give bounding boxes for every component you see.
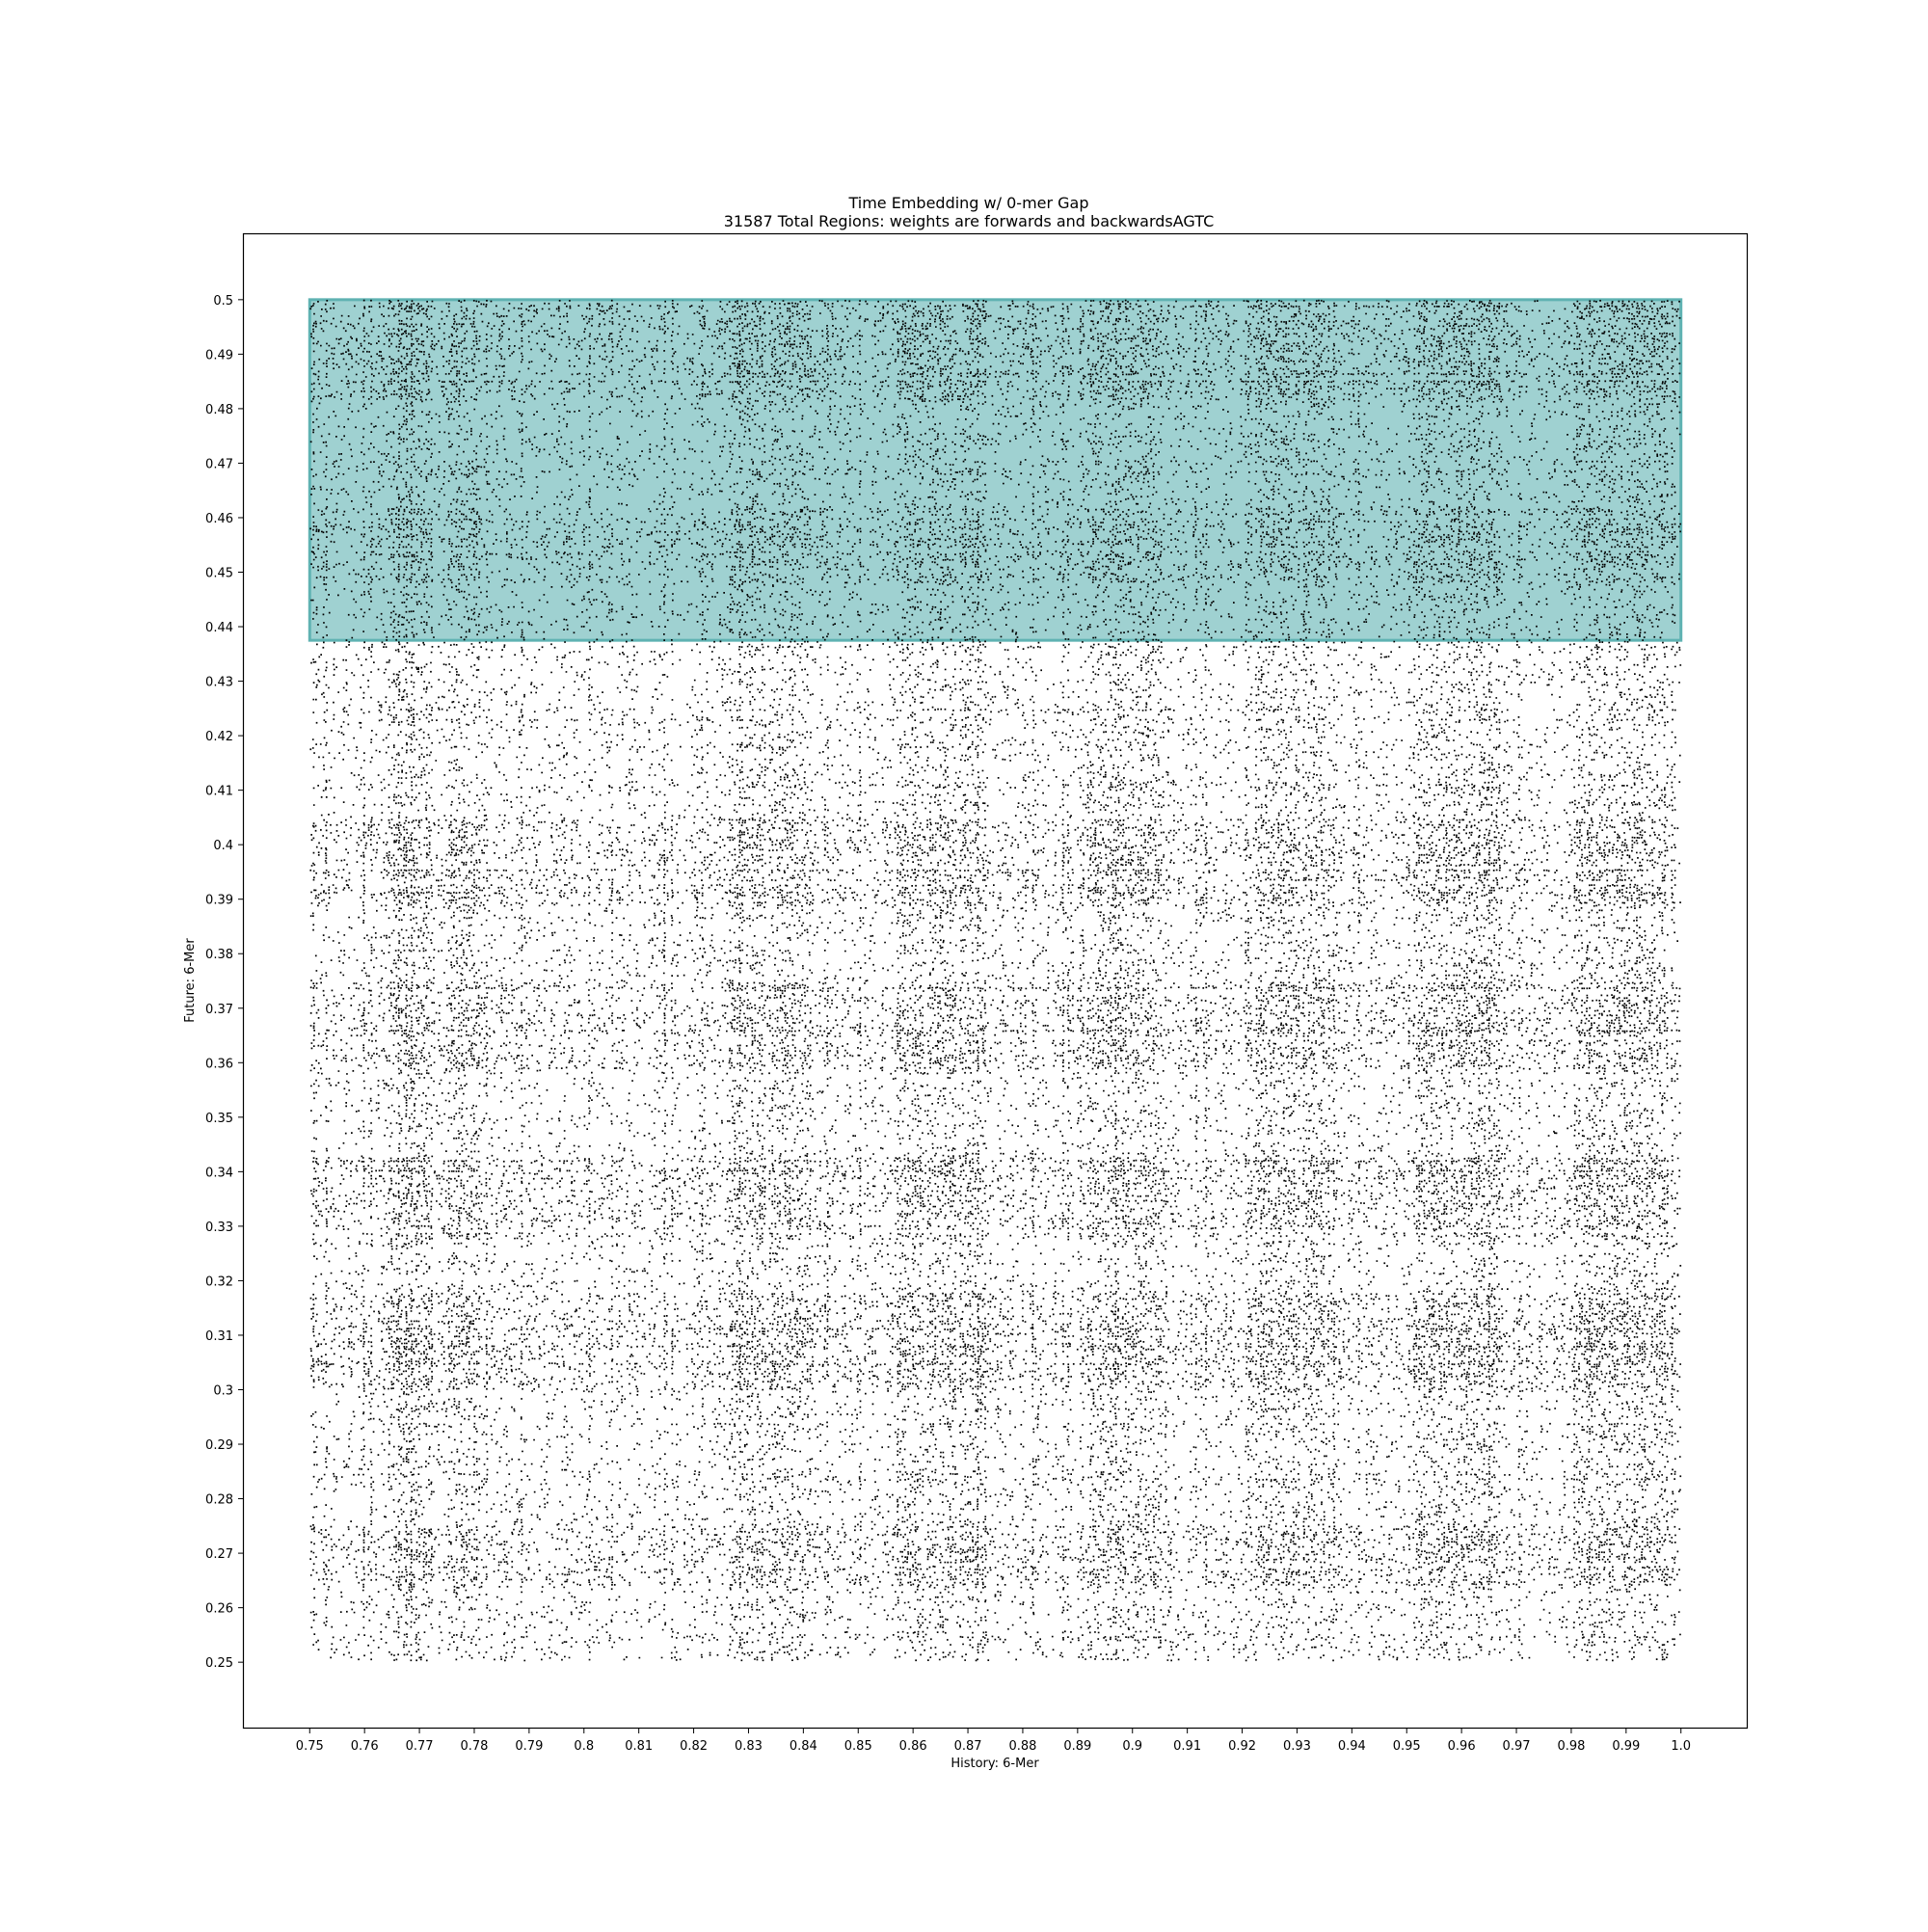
x-tick-label: 0.85	[844, 1739, 872, 1754]
y-tick-label: 0.3	[213, 1383, 233, 1399]
x-tick-label: 0.76	[350, 1739, 379, 1754]
y-tick-label: 0.36	[205, 1057, 233, 1072]
y-tick-label: 0.28	[205, 1492, 233, 1508]
x-tick-label: 0.99	[1612, 1739, 1641, 1754]
x-tick-label: 0.9	[1122, 1739, 1143, 1754]
y-tick-label: 0.38	[205, 948, 233, 963]
y-tick-label: 0.49	[205, 348, 233, 363]
x-tick-label: 0.78	[460, 1739, 489, 1754]
x-tick-label: 0.81	[625, 1739, 654, 1754]
x-tick-label: 0.92	[1228, 1739, 1257, 1754]
y-axis-label: Future: 6-Mer	[183, 938, 198, 1023]
x-tick-label: 0.8	[574, 1739, 595, 1754]
x-tick-label: 0.83	[734, 1739, 763, 1754]
x-axis-label: History: 6-Mer	[951, 1757, 1039, 1771]
y-tick-label: 0.48	[205, 402, 233, 417]
x-tick-label: 0.77	[405, 1739, 434, 1754]
x-tick-label: 1.0	[1671, 1739, 1692, 1754]
y-tick-label: 0.32	[205, 1275, 233, 1290]
x-tick-label: 0.89	[1063, 1739, 1092, 1754]
y-tick-label: 0.43	[205, 675, 233, 690]
y-tick-label: 0.41	[205, 784, 233, 799]
x-tick-label: 0.75	[295, 1739, 324, 1754]
y-tick-label: 0.25	[205, 1656, 233, 1672]
chart-title: Time Embedding w/ 0-mer Gap	[848, 194, 1089, 212]
y-tick-label: 0.26	[205, 1601, 233, 1617]
x-tick-label: 0.82	[680, 1739, 709, 1754]
y-tick-label: 0.34	[205, 1166, 233, 1181]
y-tick-label: 0.33	[205, 1220, 233, 1235]
chart-subtitle: 31587 Total Regions: weights are forwards and backwardsAGTC	[723, 212, 1215, 230]
y-tick-label: 0.35	[205, 1111, 233, 1126]
highlight-region	[309, 300, 1680, 640]
y-tick-label: 0.44	[205, 621, 233, 636]
y-tick-label: 0.27	[205, 1547, 233, 1563]
x-tick-label: 0.86	[898, 1739, 927, 1754]
x-tick-label: 0.96	[1447, 1739, 1476, 1754]
x-tick-label: 0.98	[1557, 1739, 1586, 1754]
y-tick-label: 0.4	[213, 839, 233, 854]
x-tick-label: 0.94	[1337, 1739, 1366, 1754]
y-tick-label: 0.42	[205, 730, 233, 745]
y-tick-label: 0.46	[205, 511, 233, 526]
x-tick-label: 0.95	[1392, 1739, 1421, 1754]
y-tick-label: 0.47	[205, 457, 233, 472]
x-tick-label: 0.93	[1282, 1739, 1311, 1754]
highlight-layer	[309, 300, 1680, 640]
x-tick-label: 0.87	[953, 1739, 982, 1754]
x-tick-label: 0.88	[1008, 1739, 1037, 1754]
y-tick-label: 0.5	[213, 293, 233, 309]
x-tick-label: 0.91	[1173, 1739, 1202, 1754]
y-tick-label: 0.29	[205, 1438, 233, 1454]
x-tick-label: 0.97	[1502, 1739, 1531, 1754]
y-tick-label: 0.45	[205, 566, 233, 581]
y-tick-label: 0.31	[205, 1328, 233, 1344]
y-tick-label: 0.37	[205, 1002, 233, 1017]
x-tick-label: 0.79	[515, 1739, 544, 1754]
x-tick-label: 0.84	[789, 1739, 817, 1754]
y-tick-label: 0.39	[205, 893, 233, 908]
